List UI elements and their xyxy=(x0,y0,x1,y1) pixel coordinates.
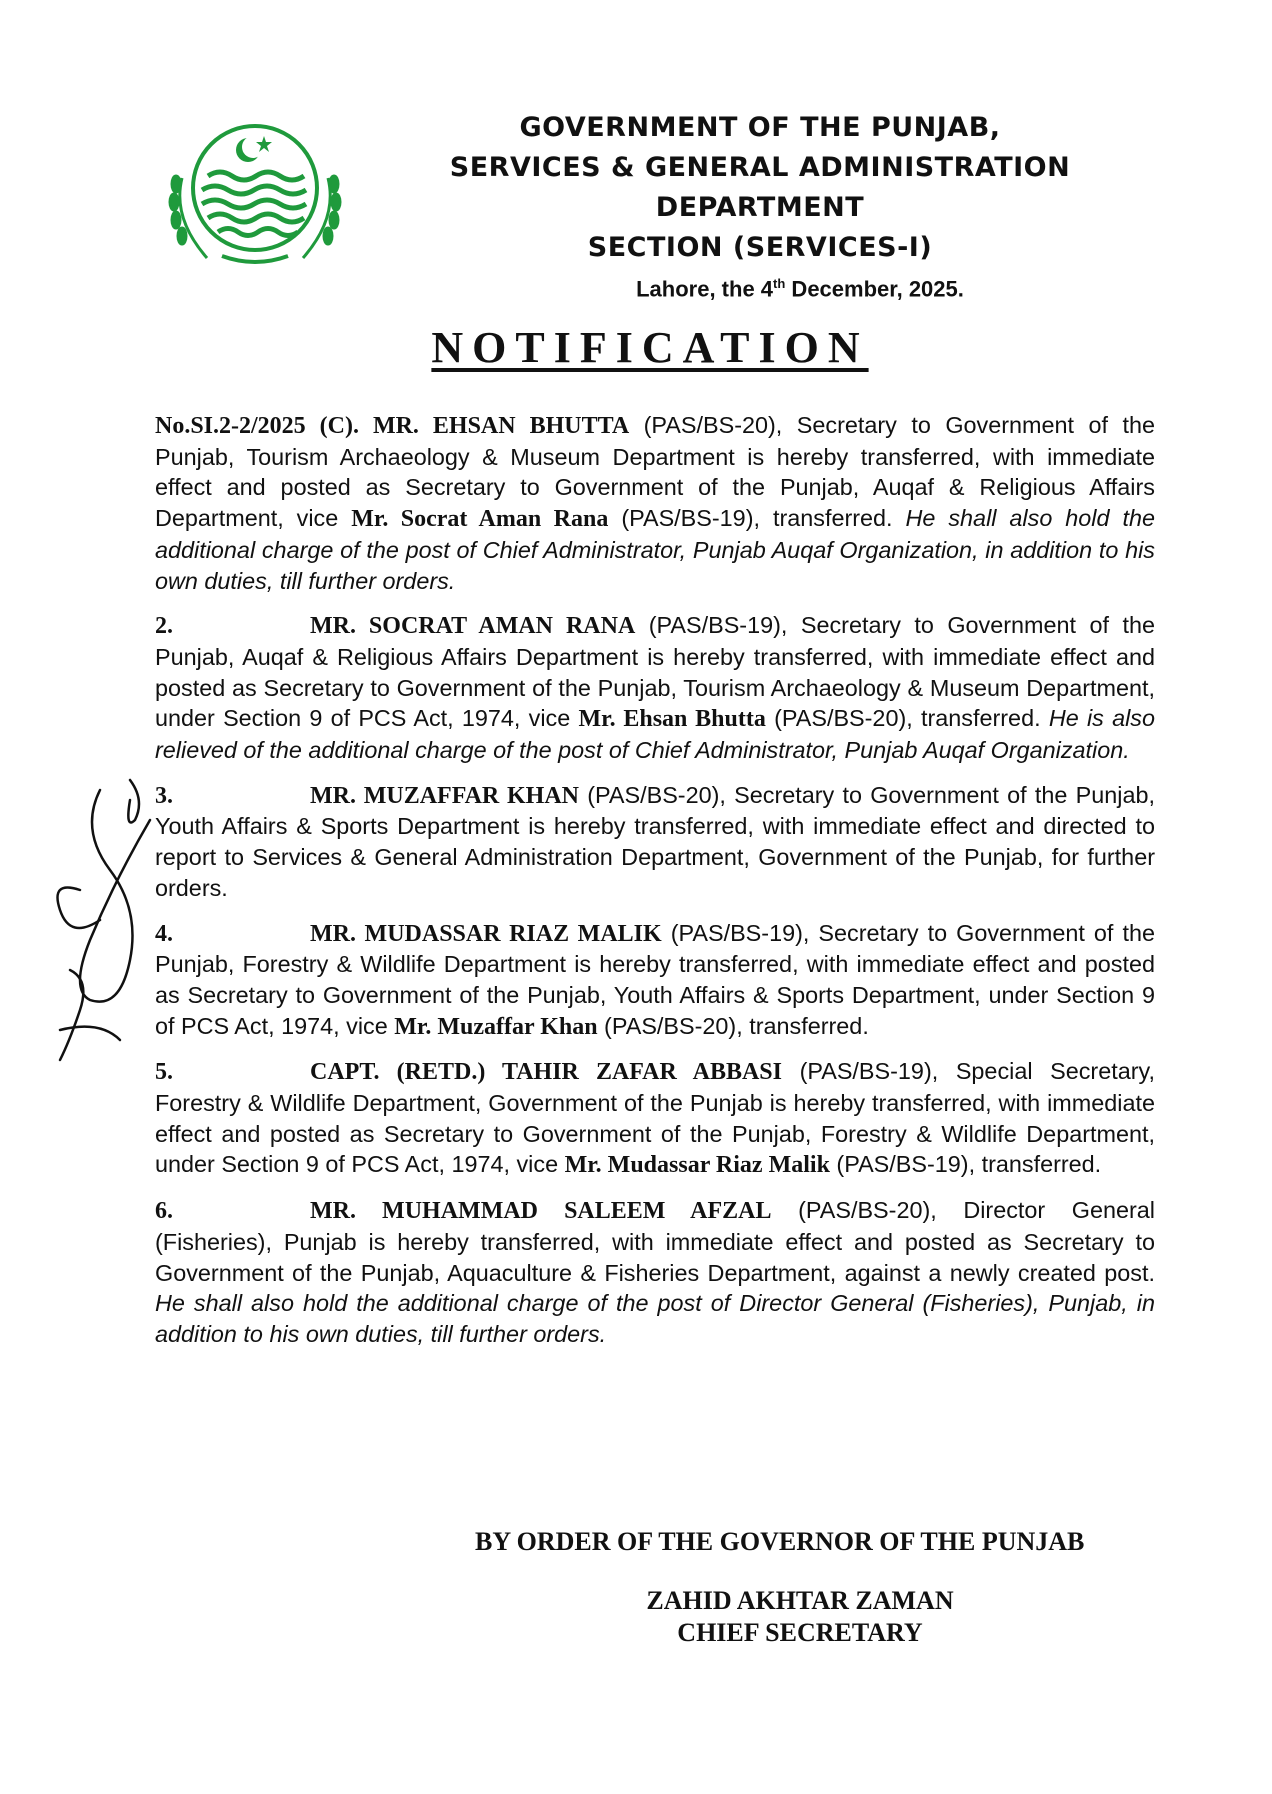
paragraph-6: 6. MR. MUHAMMAD SALEEM AFZAL (PAS/BS-20), Director General (Fisheries), Punjab is hereby transferred, with immediate effect and posted as Secretary to Government of the Punjab, Aquaculture & Fisheries Department, against a newly created post. He shall also hold the additional charge of the post of Director General (Fisheries), Punjab, in addition to his own duties, till further orders. xyxy=(155,1197,1155,1347)
header-line-department: SERVICES & GENERAL ADMINISTRATION xyxy=(449,152,1071,183)
signatory-title: CHIEF SECRETARY xyxy=(677,1618,923,1647)
punjab-government-logo xyxy=(152,118,358,274)
paragraph-4: 4. MR. MUDASSAR RIAZ MALIK (PAS/BS-19), Secretary to Government of the Punjab, Forestry & Wildlife Department is hereby transferred, with immediate effect and posted as Secretary to Government of the Punjab, Youth Affairs & Sports Department, under Section 9 of PCS Act, 1974, vice Mr. Muzaffar Khan (PAS/BS-20), transferred. xyxy=(155,919,1155,1040)
paragraph-2: 2. MR. SOCRAT AMAN RANA (PAS/BS-19), Secretary to Government of the Punjab, Auqaf & Religious Affairs Department is hereby transferred, with immediate effect and posted as Secretary to Government of the Punjab, Tourism Archaeology & Museum Department, under Section 9 of PCS Act, 1974, vice Mr. Ehsan Bhutta (PAS/BS-20), transferred. He is also relieved of the additional charge of the post of Chief Administrator, Punjab Auqaf Organization. xyxy=(155,612,1156,764)
date-line: Lahore, the 4th December, 2025. xyxy=(636,276,964,302)
header-line-government: GOVERNMENT OF THE PUNJAB, xyxy=(519,112,1001,143)
signatory-block xyxy=(560,1585,1040,1649)
order-line: BY ORDER OF THE GOVERNOR OF THE PUNJAB xyxy=(475,1527,1085,1556)
header-line-section: SECTION (SERVICES-I) xyxy=(587,232,933,263)
header-line-department-cont: DEPARTMENT xyxy=(655,192,865,223)
paragraph-5: 5. CAPT. (RETD.) TAHIR ZAFAR ABBASI (PAS/BS-19), Special Secretary, Forestry & Wildlife Department, Government of the Punjab is hereby transferred, with immediate effect and posted as Secretary to Government of the Punjab, Forestry & Wildlife Department, under Section 9 of PCS Act, 1974, vice Mr. Mudassar Riaz Malik (PAS/BS-19), transferred. xyxy=(155,1058,1155,1179)
paragraph-3: 3. MR. MUZAFFAR KHAN (PAS/BS-20), Secretary to Government of the Punjab, Youth Affairs & Sports Department is hereby transferred, with immediate effect and directed to report to Services & General Administration Department, Government of the Punjab, for further orders. xyxy=(155,781,1155,901)
notification-body xyxy=(155,410,1155,1364)
paragraph-1: No.SI.2-2/2025 (C). MR. EHSAN BHUTTA (PAS/BS-20), Secretary to Government of the Punjab, Tourism Archaeology & Museum Department is hereby transferred, with immediate effect and posted as Secretary to Government of the Punjab, Auqaf & Religious Affairs Department, vice Mr. Socrat Aman Rana (PAS/BS-19), transferred. He shall also hold the additional charge of the post of Chief Administrator, Punjab Auqaf Organization, in addition to his own duties, till further orders. xyxy=(155,412,1155,594)
notification-title: NOTIFICATION xyxy=(431,323,869,372)
letterhead xyxy=(400,108,1120,268)
signatory-name: ZAHID AKHTAR ZAMAN xyxy=(646,1586,954,1615)
